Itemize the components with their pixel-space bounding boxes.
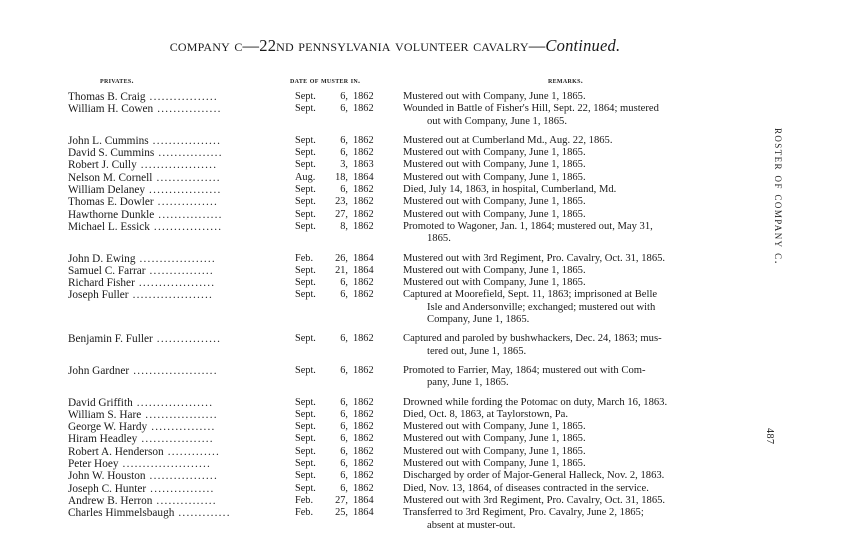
remarks-line: Mustered out with 3rd Regiment, Pro. Cavalry, Oct. 31, 1865. xyxy=(403,252,666,264)
muster-in-day: 6, xyxy=(340,408,348,420)
table-row xyxy=(0,221,790,246)
private-name-text: Joseph C. Hunter xyxy=(68,482,147,495)
leader-dots: ................... xyxy=(135,252,216,265)
private-name-text: Nelson M. Cornell xyxy=(68,171,153,184)
muster-in-date xyxy=(295,184,395,196)
muster-in-month: Sept. xyxy=(295,458,316,470)
remarks-line: Mustered out with Company, June 1, 1865. xyxy=(403,421,586,433)
column-headers xyxy=(0,76,790,88)
private-name xyxy=(68,196,283,208)
muster-in-month: Sept. xyxy=(295,134,316,146)
muster-in-day: 18, xyxy=(335,171,348,183)
muster-in-year: 1862 xyxy=(353,482,374,494)
remarks-cell xyxy=(403,446,753,458)
private-name-text: Robert A. Henderson xyxy=(68,445,164,458)
muster-in-day: 23, xyxy=(335,196,348,208)
leader-dots: ...................... xyxy=(118,458,212,471)
muster-in-day: 6, xyxy=(340,333,348,345)
muster-in-year: 1864 xyxy=(353,171,374,183)
remarks-line-continued: pany, June 1, 1865. xyxy=(427,377,509,389)
table-row xyxy=(0,365,790,390)
private-name xyxy=(68,289,283,301)
muster-in-month: Sept. xyxy=(295,396,316,408)
private-name-text: William Delaney xyxy=(68,184,146,197)
table-row xyxy=(0,495,790,507)
muster-in-year: 1864 xyxy=(353,507,374,519)
page-number: 487 xyxy=(764,428,775,445)
private-name-text: Samuel C. Farrar xyxy=(68,264,146,277)
muster-in-date xyxy=(295,221,395,233)
muster-in-day: 6, xyxy=(340,184,348,196)
muster-in-month: Sept. xyxy=(295,220,316,232)
remarks-line: Mustered out with Company, June 1, 1865. xyxy=(403,277,586,289)
private-name xyxy=(68,495,283,507)
muster-in-date xyxy=(295,159,395,171)
muster-in-year: 1862 xyxy=(353,364,374,376)
muster-in-year: 1862 xyxy=(353,277,374,289)
muster-in-date xyxy=(295,103,395,115)
remarks-cell xyxy=(403,147,753,159)
muster-in-month: Sept. xyxy=(295,408,316,420)
muster-in-month: Sept. xyxy=(295,103,316,115)
remarks-line: Died, Oct. 8, 1863, at Taylorstown, Pa. xyxy=(403,408,569,420)
remarks-cell xyxy=(403,221,753,246)
private-name xyxy=(68,433,283,445)
muster-in-month: Aug. xyxy=(295,171,316,183)
title-continued: Continued. xyxy=(545,36,621,55)
remarks-line: Mustered out with Company, June 1, 1865. xyxy=(403,147,586,159)
remarks-line: Discharged by order of Major-General Halleck, Nov. 2, 1863. xyxy=(403,470,665,482)
table-row xyxy=(0,103,790,128)
muster-in-day: 21, xyxy=(335,264,348,276)
private-name-text: William H. Cowen xyxy=(68,103,154,116)
private-name xyxy=(68,483,283,495)
muster-in-day: 25, xyxy=(335,507,348,519)
private-name xyxy=(68,421,283,433)
muster-in-month: Sept. xyxy=(295,208,316,220)
private-name xyxy=(68,209,283,221)
muster-in-date xyxy=(295,421,395,433)
private-name xyxy=(68,253,283,265)
leader-dots: ............. xyxy=(174,507,231,520)
muster-in-year: 1862 xyxy=(353,147,374,159)
remarks-line-continued: 1865. xyxy=(427,233,451,245)
remarks-line: Mustered out with Company, June 1, 1865. xyxy=(403,91,586,102)
private-name-text: Joseph Fuller xyxy=(68,289,129,302)
table-row xyxy=(0,421,790,433)
table-row xyxy=(0,91,790,103)
leader-dots: ................ xyxy=(153,103,222,116)
remarks-line: Mustered out with Company, June 1, 1865. xyxy=(403,159,586,171)
private-name xyxy=(68,333,283,345)
remarks-cell xyxy=(403,135,753,147)
private-name-text: Charles Himmelsbaugh xyxy=(68,507,175,520)
muster-in-date xyxy=(295,196,395,208)
muster-in-day: 6, xyxy=(340,277,348,289)
muster-in-year: 1864 xyxy=(353,264,374,276)
private-name-text: Hawthorne Dunkle xyxy=(68,208,155,221)
leader-dots: .................. xyxy=(137,433,214,446)
muster-in-month: Sept. xyxy=(295,277,316,289)
muster-in-day: 6, xyxy=(340,445,348,457)
private-name xyxy=(68,159,283,171)
muster-in-day: 6, xyxy=(340,421,348,433)
muster-in-year: 1864 xyxy=(353,252,374,264)
muster-in-month: Sept. xyxy=(295,364,316,376)
title-dash-regiment: —22 xyxy=(242,36,277,55)
leader-dots: ..................... xyxy=(129,364,218,377)
muster-in-year: 1862 xyxy=(353,433,374,445)
muster-in-month: Feb. xyxy=(295,507,314,519)
muster-in-date xyxy=(295,209,395,221)
table-row xyxy=(0,265,790,277)
muster-in-date xyxy=(295,458,395,470)
private-name-text: Hiram Headley xyxy=(68,433,138,446)
column-header-privates: privates. xyxy=(100,76,134,85)
muster-in-year: 1862 xyxy=(353,333,374,345)
remarks-line: Mustered out with Company, June 1, 1865. xyxy=(403,445,586,457)
table-row xyxy=(0,470,790,482)
muster-in-day: 27, xyxy=(335,494,348,506)
remarks-cell xyxy=(403,495,753,507)
remarks-cell xyxy=(403,421,753,433)
remarks-line: Captured at Moorefield, Sept. 11, 1863; imprisoned at Belle xyxy=(403,289,658,301)
table-row xyxy=(0,147,790,159)
muster-in-year: 1862 xyxy=(353,470,374,482)
muster-in-month: Sept. xyxy=(295,264,316,276)
remarks-line: Mustered out with Company, June 1, 1865. xyxy=(403,171,586,183)
muster-in-month: Sept. xyxy=(295,184,316,196)
remarks-cell xyxy=(403,365,753,390)
leader-dots: ............. xyxy=(163,445,221,458)
leader-dots: ............... xyxy=(153,196,219,209)
title-dash-continued: — xyxy=(528,36,546,55)
muster-in-day: 6, xyxy=(340,433,348,445)
muster-in-date xyxy=(295,446,395,458)
private-name-text: Thomas B. Craig xyxy=(68,91,146,103)
remarks-line-continued: tered out, June 1, 1865. xyxy=(427,345,527,357)
table-row xyxy=(0,446,790,458)
leader-dots: ................. xyxy=(145,470,218,483)
private-name xyxy=(68,221,283,233)
table-row xyxy=(0,135,790,147)
remarks-cell xyxy=(403,265,753,277)
remarks-cell xyxy=(403,253,753,265)
muster-in-day: 6, xyxy=(340,289,348,301)
private-name-text: Richard Fisher xyxy=(68,277,135,290)
leader-dots: ................ xyxy=(145,264,214,277)
remarks-line: Mustered out with Company, June 1, 1865. xyxy=(403,458,586,470)
remarks-line-continued-2: Company, June 1, 1865. xyxy=(427,314,530,326)
muster-in-year: 1863 xyxy=(353,159,374,171)
muster-in-date xyxy=(295,409,395,421)
leader-dots: ................. xyxy=(149,220,223,233)
remarks-cell xyxy=(403,184,753,196)
private-name-text: John D. Ewing xyxy=(68,252,136,265)
private-name-text: Andrew B. Herron xyxy=(68,494,153,507)
table-row xyxy=(0,196,790,208)
muster-in-month: Sept. xyxy=(295,421,316,433)
muster-in-day: 3, xyxy=(340,159,348,171)
private-name xyxy=(68,397,283,409)
muster-in-day: 6, xyxy=(340,147,348,159)
roster-table xyxy=(0,91,790,532)
remarks-line: Died, Nov. 13, 1864, of diseases contracted in the service. xyxy=(403,482,649,494)
muster-in-date xyxy=(295,507,395,519)
muster-in-date xyxy=(295,495,395,507)
muster-in-day: 27, xyxy=(335,208,348,220)
muster-in-year: 1864 xyxy=(353,494,374,506)
muster-in-year: 1862 xyxy=(353,103,374,115)
muster-in-month: Sept. xyxy=(295,445,316,457)
remarks-cell xyxy=(403,333,753,358)
private-name xyxy=(68,365,283,377)
private-name-text: John W. Houston xyxy=(68,470,146,483)
remarks-line: Promoted to Farrier, May, 1864; mustered out with Com- xyxy=(403,364,646,376)
leader-dots: ................. xyxy=(148,134,222,147)
muster-in-day: 6, xyxy=(340,396,348,408)
table-row xyxy=(0,433,790,445)
muster-in-year: 1862 xyxy=(353,445,374,457)
leader-dots: .................. xyxy=(141,408,218,421)
private-name-text: John L. Cummins xyxy=(68,134,149,147)
muster-in-day: 6, xyxy=(340,103,348,115)
title-ordinal-suffix: nd xyxy=(276,36,294,55)
private-name xyxy=(68,147,283,159)
private-name xyxy=(68,409,283,421)
private-name xyxy=(68,458,283,470)
muster-in-year: 1862 xyxy=(353,396,374,408)
private-name-text: Peter Hoey xyxy=(68,458,119,471)
leader-dots: ................ xyxy=(154,208,223,221)
remarks-cell xyxy=(403,277,753,289)
remarks-cell xyxy=(403,103,753,128)
table-row xyxy=(0,159,790,171)
muster-in-month: Sept. xyxy=(295,433,316,445)
muster-in-month: Sept. xyxy=(295,333,316,345)
remarks-line: Mustered out with Company, June 1, 1865. xyxy=(403,196,586,208)
table-row xyxy=(0,209,790,221)
remarks-cell xyxy=(403,433,753,445)
private-name-text: George W. Hardy xyxy=(68,421,148,434)
muster-in-year: 1862 xyxy=(353,208,374,220)
muster-in-date xyxy=(295,483,395,495)
leader-dots: ................ xyxy=(152,333,222,346)
remarks-line-continued: out with Company, June 1, 1865. xyxy=(427,115,567,127)
remarks-line: Transferred to 3rd Regiment, Pro. Cavalry, June 2, 1865; xyxy=(403,507,644,519)
remarks-line: Mustered out with Company, June 1, 1865. xyxy=(403,208,586,220)
remarks-cell xyxy=(403,397,753,409)
leader-dots: ................ xyxy=(147,421,216,434)
muster-in-date xyxy=(295,277,395,289)
remarks-line-continued: Isle and Andersonville; exchanged; mustered out with xyxy=(427,301,656,313)
muster-in-month: Sept. xyxy=(295,91,316,102)
table-row xyxy=(0,172,790,184)
title-regiment-name: pennsylvania volunteer cavalry xyxy=(293,36,529,55)
private-name xyxy=(68,103,283,115)
private-name-text: Robert J. Cully xyxy=(68,159,137,172)
private-name xyxy=(68,446,283,458)
table-row xyxy=(0,277,790,289)
remarks-cell xyxy=(403,159,753,171)
muster-in-day: 6, xyxy=(340,364,348,376)
remarks-cell xyxy=(403,409,753,421)
private-name-text: Benjamin F. Fuller xyxy=(68,333,153,346)
muster-in-day: 6, xyxy=(340,482,348,494)
private-name-text: Thomas E. Dowler xyxy=(68,196,154,209)
muster-in-month: Feb. xyxy=(295,494,314,506)
leader-dots: ................. xyxy=(145,91,218,103)
muster-in-day: 6, xyxy=(340,134,348,146)
muster-in-date xyxy=(295,172,395,184)
muster-in-date xyxy=(295,91,395,103)
muster-in-date xyxy=(295,365,395,377)
title-company: company c xyxy=(169,36,243,55)
private-name-text: David Griffith xyxy=(68,396,133,409)
private-name xyxy=(68,135,283,147)
table-row xyxy=(0,253,790,265)
remarks-line: Mustered out with Company, June 1, 1865. xyxy=(403,433,586,445)
remarks-line: Wounded in Battle of Fisher's Hill, Sept. 22, 1864; mustered xyxy=(403,103,659,115)
table-row xyxy=(0,289,790,326)
remarks-cell xyxy=(403,196,753,208)
column-header-remarks: remarks. xyxy=(548,76,584,85)
leader-dots: ................... xyxy=(136,159,218,172)
private-name-text: David S. Cummins xyxy=(68,147,155,160)
leader-dots: ................... xyxy=(132,396,214,409)
muster-in-month: Sept. xyxy=(295,159,316,171)
muster-in-date xyxy=(295,289,395,301)
muster-in-month: Sept. xyxy=(295,482,316,494)
muster-in-day: 6, xyxy=(340,470,348,482)
remarks-cell xyxy=(403,209,753,221)
remarks-line: Mustered out with Company, June 1, 1865. xyxy=(403,264,586,276)
remarks-line: Mustered out at Cumberland Md., Aug. 22, 1865. xyxy=(403,134,613,146)
leader-dots: .................... xyxy=(128,289,214,302)
private-name-text: John Gardner xyxy=(68,364,130,377)
muster-in-year: 1862 xyxy=(353,134,374,146)
muster-in-date xyxy=(295,147,395,159)
table-row xyxy=(0,507,790,532)
private-name-text: Michael L. Essick xyxy=(68,220,150,233)
muster-in-day: 8, xyxy=(340,220,348,232)
private-name xyxy=(68,507,283,519)
muster-in-month: Feb. xyxy=(295,252,314,264)
private-name xyxy=(68,277,283,289)
remarks-line: Mustered out with 3rd Regiment, Pro. Cavalry, Oct. 31, 1865. xyxy=(403,494,666,506)
leader-dots: ................ xyxy=(146,482,215,495)
muster-in-year: 1862 xyxy=(353,458,374,470)
remarks-cell xyxy=(403,483,753,495)
remarks-line: Promoted to Wagoner, Jan. 1, 1864; mustered out, May 31, xyxy=(403,220,653,232)
remarks-cell xyxy=(403,289,753,326)
muster-in-year: 1862 xyxy=(353,184,374,196)
muster-in-year: 1862 xyxy=(353,408,374,420)
muster-in-day: 26, xyxy=(335,252,348,264)
muster-in-month: Sept. xyxy=(295,147,316,159)
table-row xyxy=(0,458,790,470)
table-row xyxy=(0,483,790,495)
muster-in-year: 1862 xyxy=(353,196,374,208)
private-name xyxy=(68,91,283,103)
remarks-line: Drowned while fording the Potomac on duty, March 16, 1863. xyxy=(403,396,668,408)
private-name xyxy=(68,265,283,277)
muster-in-year: 1862 xyxy=(353,91,374,102)
private-name xyxy=(68,470,283,482)
remarks-cell xyxy=(403,172,753,184)
table-row xyxy=(0,409,790,421)
remarks-line: Captured and paroled by bushwhackers, Dec. 24, 1863; mus- xyxy=(403,333,662,345)
muster-in-year: 1862 xyxy=(353,220,374,232)
muster-in-day: 6, xyxy=(340,458,348,470)
table-row xyxy=(0,397,790,409)
muster-in-day: 6, xyxy=(340,91,348,102)
remarks-cell xyxy=(403,470,753,482)
table-row xyxy=(0,184,790,196)
leader-dots: ................ xyxy=(152,171,221,184)
remarks-cell xyxy=(403,507,753,532)
muster-in-month: Sept. xyxy=(295,470,316,482)
leader-dots: ................ xyxy=(154,147,223,160)
muster-in-date xyxy=(295,433,395,445)
remarks-cell xyxy=(403,91,753,103)
table-row xyxy=(0,333,790,358)
muster-in-date xyxy=(295,397,395,409)
muster-in-date xyxy=(295,135,395,147)
private-name-text: William S. Hare xyxy=(68,408,142,421)
muster-in-date xyxy=(295,333,395,345)
private-name xyxy=(68,172,283,184)
private-name xyxy=(68,184,283,196)
remarks-line: Died, July 14, 1863, in hospital, Cumberland, Md. xyxy=(403,184,617,196)
muster-in-date xyxy=(295,265,395,277)
column-header-date-of-muster-in: date of muster in. xyxy=(290,76,361,85)
leader-dots: .................. xyxy=(145,184,222,197)
remarks-cell xyxy=(403,458,753,470)
running-head: roster of company c. xyxy=(772,128,787,266)
muster-in-date xyxy=(295,253,395,265)
muster-in-date xyxy=(295,470,395,482)
remarks-line-continued: absent at muster-out. xyxy=(427,519,516,531)
muster-in-year: 1862 xyxy=(353,421,374,433)
muster-in-month: Sept. xyxy=(295,196,316,208)
leader-dots: ............... xyxy=(152,494,217,507)
muster-in-year: 1862 xyxy=(353,289,374,301)
page-title xyxy=(0,36,790,56)
leader-dots: ................... xyxy=(134,277,216,290)
muster-in-month: Sept. xyxy=(295,289,316,301)
